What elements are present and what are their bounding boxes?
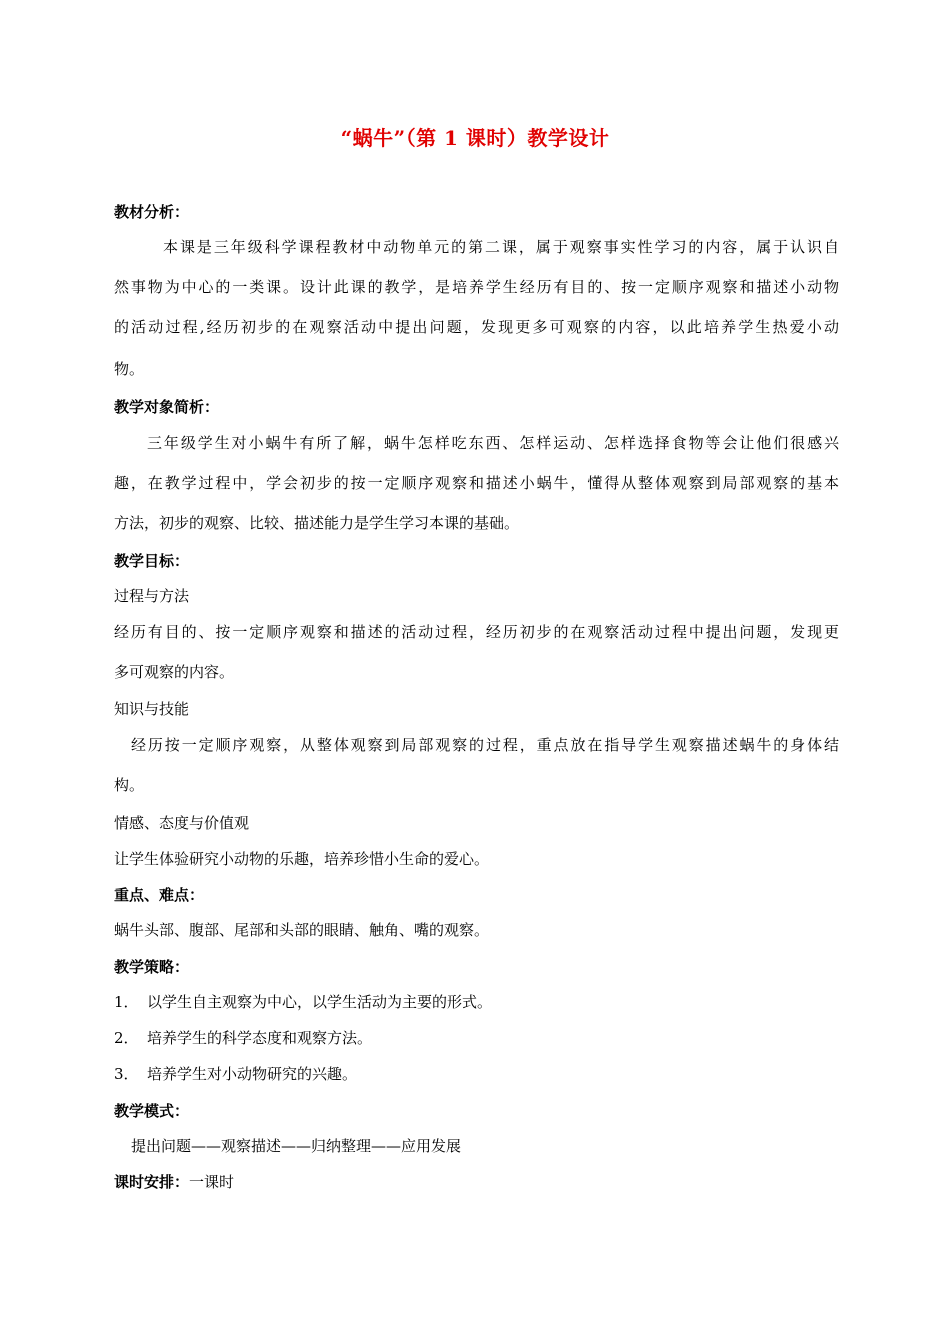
list-text: 以学生自主观察为中心，以学生活动为主要的形式。 bbox=[147, 993, 493, 1011]
paragraph-line: 的活动过程,经历初步的在观察活动中提出问题，发现更多可观察的内容，以此培养学生热爱小动 bbox=[114, 318, 839, 336]
section-heading-mode: 教学模式： bbox=[114, 1102, 190, 1120]
subheading-emotion: 情感、态度与价值观 bbox=[114, 814, 250, 832]
paragraph-line: 蜗牛头部、腹部、尾部和头部的眼睛、触角、嘴的观察。 bbox=[114, 921, 490, 939]
list-number: 1． bbox=[114, 993, 139, 1011]
paragraph-line: 三年级学生对小蜗牛有所了解，蜗牛怎样吃东西、怎样运动、怎样选择食物等会让他们很感兴 bbox=[147, 434, 839, 452]
paragraph-line: 物。 bbox=[114, 360, 145, 378]
schedule-value: 一课时 bbox=[189, 1173, 235, 1191]
paragraph-line: 经历有目的、按一定顺序观察和描述的活动过程，经历初步的在观察活动过程中提出问题，发现更 bbox=[114, 623, 839, 641]
subheading-knowledge: 知识与技能 bbox=[114, 700, 190, 718]
paragraph-line: 多可观察的内容。 bbox=[114, 663, 235, 681]
list-item bbox=[114, 991, 839, 1012]
paragraph-line: 提出问题——观察描述——归纳整理——应用发展 bbox=[131, 1137, 462, 1155]
paragraph-line: 构。 bbox=[114, 776, 145, 794]
section-heading-strategy: 教学策略： bbox=[114, 958, 190, 976]
section-heading-schedule: 课时安排： bbox=[114, 1173, 190, 1191]
list-text: 培养学生的科学态度和观察方法。 bbox=[147, 1029, 373, 1047]
section-heading-audience: 教学对象简析： bbox=[114, 398, 220, 416]
paragraph-line: 经历按一定顺序观察，从整体观察到局部观察的过程，重点放在指导学生观察描述蜗牛的身体结 bbox=[131, 736, 839, 754]
paragraph-line: 趣，在教学过程中，学会初步的按一定顺序观察和描述小蜗牛，懂得从整体观察到局部观察的基本 bbox=[114, 474, 839, 492]
list-item bbox=[114, 1063, 839, 1084]
section-heading-analysis: 教材分析： bbox=[114, 203, 190, 221]
list-text: 培养学生对小动物研究的兴趣。 bbox=[147, 1065, 358, 1083]
paragraph-line: 本课是三年级科学课程教材中动物单元的第二课，属于观察事实性学习的内容，属于认识自 bbox=[163, 238, 839, 256]
list-number: 2． bbox=[114, 1029, 139, 1047]
paragraph-line: 然事物为中心的一类课。设计此课的教学，是培养学生经历有目的、按一定顺序观察和描述小动物 bbox=[114, 278, 839, 296]
paragraph-line: 让学生体验研究小动物的乐趣，培养珍惜小生命的爱心。 bbox=[114, 850, 490, 868]
schedule-line bbox=[114, 1171, 839, 1192]
subheading-process: 过程与方法 bbox=[114, 587, 190, 605]
section-heading-goals: 教学目标： bbox=[114, 552, 190, 570]
document-title: “蜗牛”（第 1 课时）教学设计 bbox=[340, 126, 610, 150]
list-item bbox=[114, 1027, 839, 1048]
list-number: 3． bbox=[114, 1065, 139, 1083]
section-heading-keypoints: 重点、难点： bbox=[114, 886, 205, 904]
paragraph-line: 方法，初步的观察、比较、描述能力是学生学习本课的基础。 bbox=[114, 514, 520, 532]
